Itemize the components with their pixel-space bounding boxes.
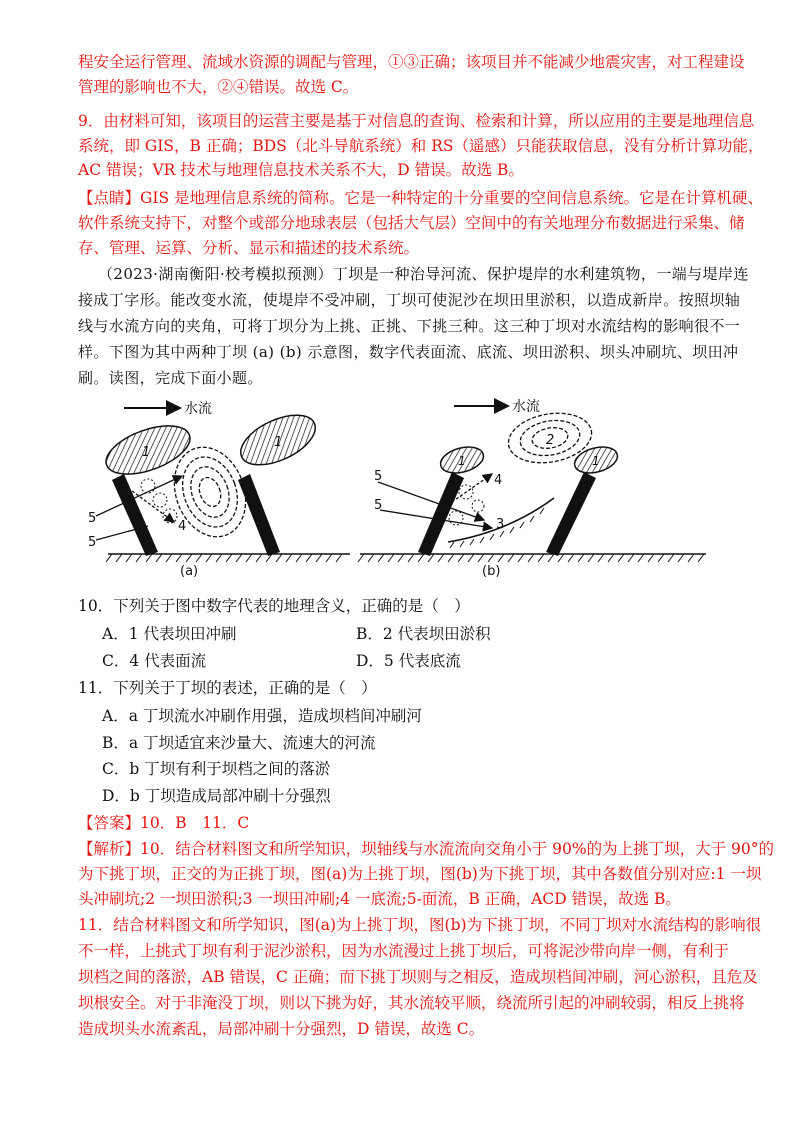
q9-explanation-line: 9．由材料可知，该项目的运营主要是基于对信息的查询、检索和计算，所以应用的主要是地理信息 <box>78 112 755 130</box>
q9-explanation-line: 系统，即 GIS，B 正确；BDS（北斗导航系统）和 RS（遥感）只能获取信息，没有分析计算功能， <box>78 137 764 155</box>
label-1: 1 <box>458 454 466 468</box>
q11-option-a: A．a 丁坝流水冲刷作用强，造成坝档间冲刷河 <box>102 707 422 725</box>
point-note-line: 软件系统支持下，对整个或部分地球表层（包括大气层）空间中的有关地理分布数据进行采集、储 <box>78 214 745 232</box>
panel-b-label: (b) <box>482 564 501 579</box>
q11-stem: 11．下列关于丁坝的表述，正确的是（ ） <box>78 679 377 697</box>
analysis-prev-line: 管理的影响也不大，②④错误。故选 C。 <box>78 78 359 96</box>
groin-dam-b-right <box>546 472 596 556</box>
explanation-10-line: 头冲刷坑;2 一坝田淤积;3 一坝田冲刷;4 一底流;5-面流，B 正确，ACD 错误，故选 B。 <box>78 890 681 908</box>
explanation-11-line: 11．结合材料图文和所学知识，图(a)为上挑丁坝，图(b)为下挑丁坝，不同丁坝对水流结构的影响很 <box>78 916 762 934</box>
label-2: 2 <box>546 433 555 448</box>
q10-stem: 10．下列关于图中数字代表的地理含义，正确的是（ ） <box>78 597 470 615</box>
material-line: 接成丁字形。能改变水流，使堤岸不受冲刷，丁坝可使泥沙在坝田里淤积，以造成新岸。按照坝轴 <box>78 291 741 309</box>
q10-option-a: A．1 代表坝田冲刷 <box>102 625 237 643</box>
groin-dam-diagram <box>88 392 724 588</box>
explanation-11-line: 造成坝头水流紊乱，局部冲刷十分强烈，D 错误，故选 C。 <box>78 1020 485 1038</box>
q10-option-d: D．5 代表底流 <box>356 652 461 670</box>
label-1: 1 <box>274 435 283 450</box>
label-5: 5 <box>374 498 383 513</box>
label-1: 1 <box>592 454 600 468</box>
material-line: （2023·湖南衡阳·校考模拟预测）丁坝是一种治导河流、保护堤岸的水利建筑物，一端与堤岸连 <box>98 265 749 283</box>
q11-option-d: D．b 丁坝造成局部冲刷十分强烈 <box>102 787 331 805</box>
explanation-10-line: 【解析】10．结合材料图文和所学知识，坝轴线与水流流向交角小于 90%的为上挑丁坝，大于 90°的 <box>78 840 775 858</box>
explanation-11-line: 坝根安全。对于非淹没丁坝，则以下挑为好，其水流较平顺，绕流所引起的冲刷较弱，相反上挑将 <box>78 994 745 1012</box>
explanation-11-line: 坝档之间的落淤，AB 错误，C 正确；而下挑丁坝则与之相反，造成坝档间冲刷，河心淤积，且危及 <box>78 968 758 986</box>
panel-a <box>88 400 350 579</box>
label-5: 5 <box>88 535 97 550</box>
point-note-line: 存、管理、运算、分析、显示和描述的技术系统。 <box>78 239 420 257</box>
q11-option-b: B．a 丁坝适宜来沙量大、流速大的河流 <box>102 734 376 752</box>
groin-dam-b-left <box>418 472 464 556</box>
groin-dam-a-left <box>112 474 158 556</box>
q10-option-c: C．4 代表面流 <box>102 652 207 670</box>
label-3: 3 <box>496 517 505 532</box>
q9-explanation-line: AC 错误；VR 技术与地理信息技术关系不大，D 错误。故选 B。 <box>78 161 524 179</box>
explanation-11-line: 不一样，上挑式丁坝有利于泥沙淤积，因为水流漫过上挑丁坝后，可将泥沙带向岸一侧，有利于 <box>78 942 730 960</box>
label-4: 4 <box>178 519 187 534</box>
label-5: 5 <box>88 511 97 526</box>
material-line: 刷。读图，完成下面小题。 <box>78 369 263 387</box>
q10-option-b: B．2 代表坝田淤积 <box>356 625 491 643</box>
explanation-10-line: 为下挑丁坝，正交的为正挑丁坝，图(a)为上挑丁坝，图(b)为下挑丁坝，其中各数值分别对应:1 一坝 <box>78 865 762 883</box>
label-4: 4 <box>494 473 503 488</box>
panel-b <box>358 398 706 579</box>
analysis-prev-line: 程安全运行管理、流域水资源的调配与管理，①③正确；该项目并不能减少地震灾害，对工程建设 <box>78 53 745 71</box>
q11-option-c: C．b 丁坝有利于坝档之间的落淤 <box>102 760 331 778</box>
material-line: 样。下图为其中两种丁坝 (a) (b) 示意图，数字代表面流、底流、坝田淤积、坝头冲刷坑、坝田冲 <box>78 343 739 361</box>
label-1: 1 <box>142 445 151 460</box>
flow-label-a: 水流 <box>184 401 212 417</box>
label-5: 5 <box>374 469 383 484</box>
panel-a-label: (a) <box>180 564 199 579</box>
flow-label-b: 水流 <box>512 399 540 415</box>
material-line: 线与水流方向的夹角，可将丁坝分为上挑、正挑、下挑三种。这三种丁坝对水流结构的影响很不一 <box>78 317 741 335</box>
answer-line: 【答案】10．B 11．C <box>78 814 250 832</box>
point-note-line: 【点睛】GIS 是地理信息系统的简称。它是一种特定的十分重要的空间信息系统。它是在计算机硬、 <box>78 189 764 207</box>
